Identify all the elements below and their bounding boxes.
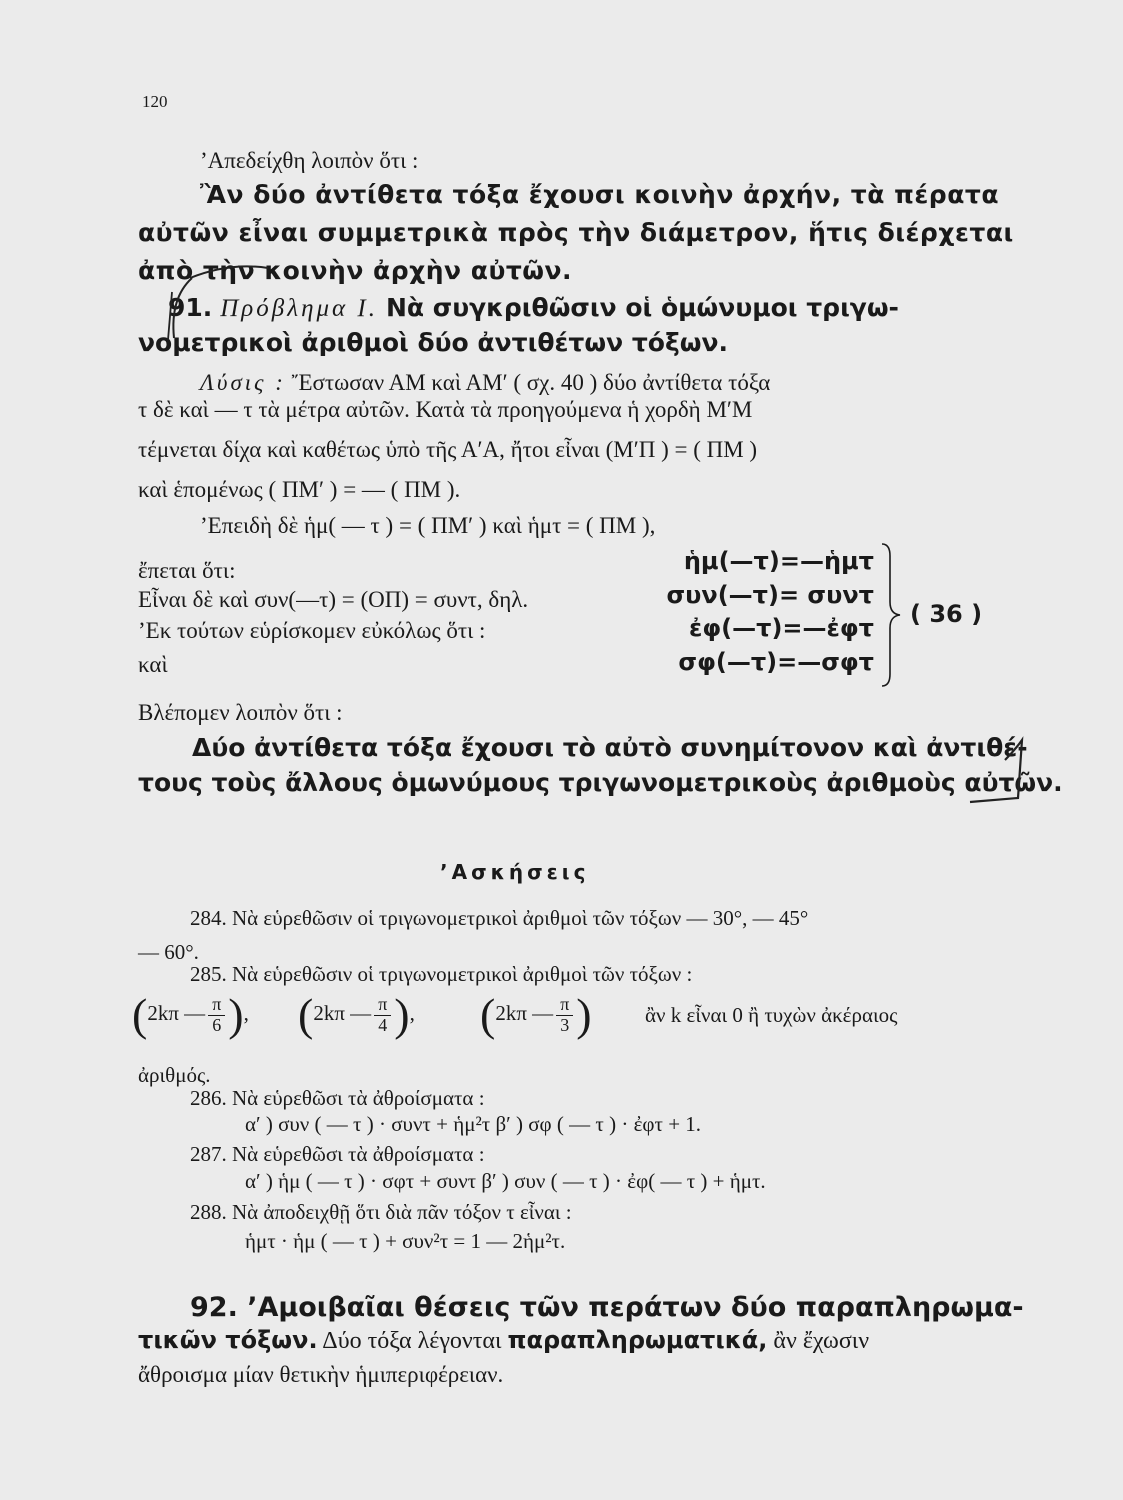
solution-line-5: ’Επειδὴ δὲ ἡμ( — τ ) = ( ΠΜ′ ) καὶ ἡμτ = ( ΠΜ ), [200, 513, 656, 538]
solution-label: Λύσις : [200, 370, 286, 395]
conclusion-line-1: Δύο ἀντίθετα τόξα ἔχουσι τὸ αὐτὸ συνημίτονον καὶ ἀντιθέ- [192, 733, 1028, 762]
section-92-text: Δύο τόξα λέγονται [317, 1328, 508, 1354]
handwritten-marks [110, 250, 1030, 810]
exercise-285-expression-2: (2kπ — $\frac{\pi}{4}$ ), [298, 989, 415, 1040]
section-92-text-end: ἂν ἔχωσιν [767, 1328, 870, 1354]
section-92-title-end: τικῶν τόξων. [138, 1326, 318, 1354]
eq-text-2: Εἶναι δὲ καὶ συν(—τ) = (ΟΠ) = συντ, δηλ. [138, 587, 529, 612]
eq-text-3: ’Εκ τούτων εὑρίσκομεν εὐκόλως ὅτι : [138, 618, 486, 643]
exercises-heading: ’Ασκήσεις [440, 860, 590, 884]
section-91-title: Πρόβλημα Ι. [220, 295, 378, 322]
expr-2-den: 4 [378, 1014, 388, 1035]
expr-2-num: π [374, 995, 391, 1016]
conclusion-line-2: τους τοὺς ἄλλους ὁμωνύμους τριγωνομετρικοὺς ἀριθμοὺς αὐτῶν. [138, 768, 1063, 797]
solution-line-3: τέμνεται δίχα καὶ καθέτως ὑπὸ τῆς Α′Α, ἤτοι εἶναι (Μ′Π ) = ( ΠΜ ) [138, 437, 758, 462]
section-91-text-1: Νὰ συγκριθῶσιν οἱ ὁμώνυμοι τριγω- [385, 293, 899, 322]
expr-3-num: π [556, 995, 573, 1016]
formula-cos: συν(—τ)= συντ [666, 581, 874, 609]
solution-line-2: τ δὲ καὶ — τ τὰ μέτρα αὐτῶν. Κατὰ τὰ προηγούμενα ἡ χορδὴ Μ′Μ [138, 397, 753, 422]
expr-2-term: 2kπ — [313, 1000, 372, 1025]
expr-3-den: 3 [560, 1014, 570, 1035]
section-92-line-1: 92. ’Αμοιβαῖαι θέσεις τῶν περάτων δύο παραπληρωμα- [190, 1292, 1024, 1323]
equation-number: ( 36 ) [910, 600, 983, 628]
exercise-287-line-1: 287. Νὰ εὑρεθῶσι τὰ ἀθροίσματα : [190, 1142, 485, 1166]
exercise-287-line-2: α′ ) ἡμ ( — τ ) · σφτ + συντ β′ ) συν ( — τ ) · ἐφ( — τ ) + ἡμτ. [245, 1169, 766, 1193]
section-91-text-2: νομετρικοὶ ἀριθμοὶ δύο ἀντιθέτων τόξων. [138, 328, 728, 357]
section-92-term: παραπληρωματικά, [507, 1326, 768, 1354]
solution-text-1: Ἔστωσαν ΑΜ καὶ ΑΜ′ ( σχ. 40 ) δύο ἀντίθετα τόξα [291, 370, 771, 395]
theorem-line-3: ἀπὸ τὴν κοινὴν ἀρχὴν αὐτῶν. [138, 256, 573, 285]
section-92-line-2 [138, 1326, 869, 1355]
section-91-number: 91. [168, 293, 213, 322]
exercise-284-line-2: — 60°. [138, 940, 199, 964]
exercise-285-expression-1: (2kπ — $\frac{\pi}{6}$ ), [132, 989, 249, 1040]
exercise-286-line-1: 286. Νὰ εὑρεθῶσι τὰ ἀθροίσματα : [190, 1086, 485, 1110]
exercise-285-expression-3: (2kπ — $\frac{\pi}{3}$ ) [480, 989, 592, 1040]
section-92-line-3: ἄθροισμα μίαν θετικὴν ἡμιπεριφέρειαν. [138, 1362, 504, 1387]
eq-text-4: καὶ [138, 652, 168, 677]
expr-1-den: 6 [212, 1014, 222, 1035]
exercise-288-line-1: 288. Νὰ ἀποδειχθῇ ὅτι διὰ πᾶν τόξον τ εἶναι : [190, 1200, 572, 1224]
exercise-285-line-1: 285. Νὰ εὑρεθῶσιν οἱ τριγωνομετρικοὶ ἀριθμοὶ τῶν τόξων : [190, 962, 693, 986]
exercise-288-line-2: ἡμτ · ἡμ ( — τ ) + συν²τ = 1 — 2ἡμ²τ. [245, 1229, 566, 1253]
expr-3-term: 2kπ — [495, 1000, 554, 1025]
exercise-284-line-1: 284. Νὰ εὑρεθῶσιν οἱ τριγωνομετρικοὶ ἀριθμοὶ τῶν τόξων — 30°, — 45° [190, 906, 809, 930]
intro-line: ’Απεδείχθη λοιπὸν ὅτι : [200, 148, 419, 173]
expr-1-num: π [208, 995, 225, 1016]
theorem-line-2: αὐτῶν εἶναι συμμετρικὰ πρὸς τὴν διάμετρον, ἥτις διέρχεται [138, 218, 1014, 247]
formula-tan: ἐφ(—τ)=—ἐφτ [689, 614, 874, 642]
exercise-286-line-2: α′ ) συν ( — τ ) · συντ + ἡμ²τ β′ ) σφ ( — τ ) · ἐφτ + 1. [245, 1112, 702, 1136]
exercise-285-tail: ἂν k εἶναι 0 ἢ τυχὼν ἀκέραιος [645, 1003, 898, 1027]
solution-line-4: καὶ ἑπομένως ( ΠΜ′ ) = — ( ΠΜ ). [138, 477, 461, 502]
theorem-line-1: Ἂν δύο ἀντίθετα τόξα ἔχουσι κοινὴν ἀρχήν, τὰ πέρατα [200, 180, 999, 209]
formula-sin: ἡμ(—τ)=—ἡμτ [683, 547, 874, 575]
page-number: 120 [142, 92, 168, 111]
formula-cot: σφ(—τ)=—σφτ [678, 648, 874, 676]
expr-1-term: 2kπ — [147, 1000, 206, 1025]
conclusion-intro: Βλέπομεν λοιπὸν ὅτι : [138, 700, 343, 725]
eq-text-1: ἔπεται ὅτι: [138, 558, 236, 583]
exercise-285-line-3: ἀριθμός. [138, 1063, 211, 1087]
